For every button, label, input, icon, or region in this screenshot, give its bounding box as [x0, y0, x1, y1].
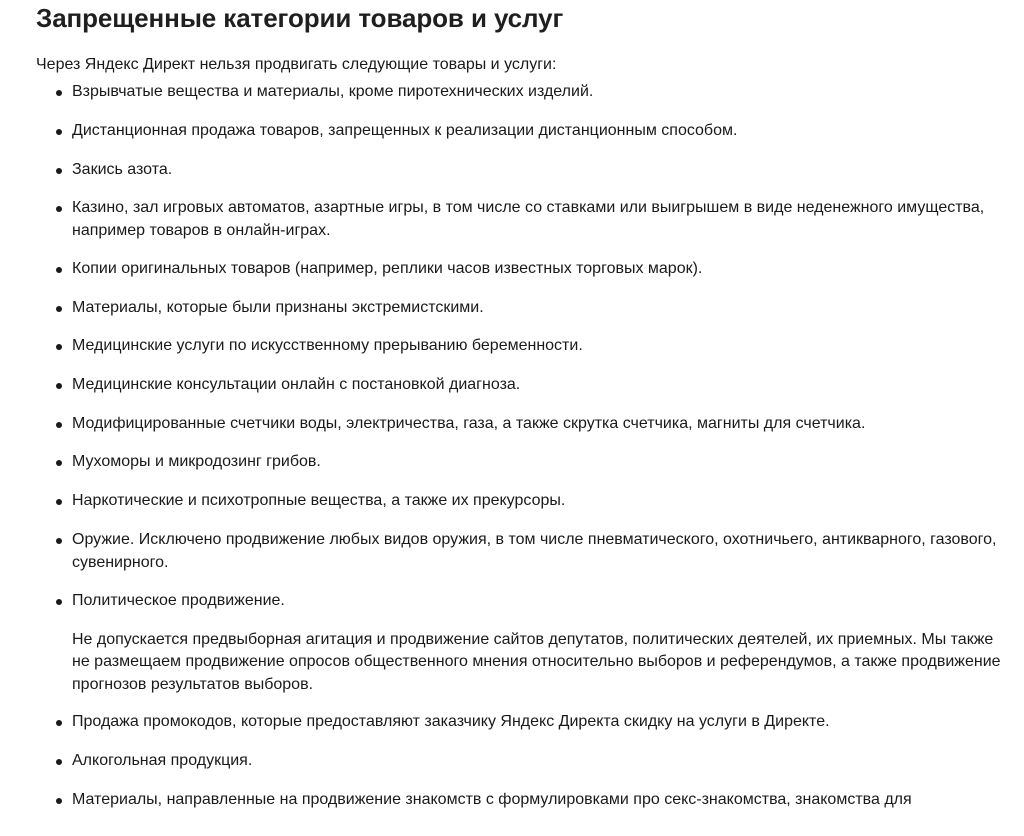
bullet-icon: [56, 90, 62, 96]
bullet-icon: [56, 499, 62, 505]
bullet-icon: [56, 267, 62, 273]
bullet-icon: [56, 538, 62, 544]
bullet-icon: [56, 206, 62, 212]
bullet-icon: [56, 168, 62, 174]
bullet-icon: [56, 383, 62, 389]
list-item-text: Продажа промокодов, которые предоставляют заказчику Яндекс Директа скидку на услуги в Директе.: [72, 713, 830, 730]
list-item: [36, 297, 1006, 320]
bullet-icon: [56, 798, 62, 804]
list-item-text: Казино, зал игровых автоматов, азартные игры, в том числе со ставками или выигрышем в виде неденежного имущества, например товаров в онлайн-играх.: [72, 199, 985, 239]
list-item-text: Медицинские услуги по искусственному прерыванию беременности.: [72, 337, 583, 354]
list-item-text: Копии оригинальных товаров (например, реплики часов известных торговых марок).: [72, 260, 703, 277]
list-item: [36, 750, 1006, 773]
list-item-text: Закись азота.: [72, 161, 173, 178]
bullet-icon: [56, 720, 62, 726]
list-item-text: Материалы, направленные на продвижение знакомств с формулировками про секс-знакомства, знакомства для: [72, 791, 912, 808]
list-item-text: Дистанционная продажа товаров, запрещенных к реализации дистанционным способом.: [72, 122, 738, 139]
list-item-note: Не допускается предвыборная агитация и продвижение сайтов депутатов, политических деятелей, их приемных. Мы также не размещаем продвижение опросов общественного мнения относительно выборов и референдумов, а также продвижение прогнозов результатов выборов.: [72, 630, 1001, 693]
list-item: [36, 81, 1006, 104]
list-item-text: Оружие. Исключено продвижение любых видов оружия, в том числе пневматического, охотничьего, антикварного, газового, сувенирного.: [72, 531, 997, 571]
list-item-text: Политическое продвижение.: [72, 592, 285, 609]
list-item-text: Мухоморы и микродозинг грибов.: [72, 453, 321, 470]
list-item-text: Материалы, которые были признаны экстремистскими.: [72, 299, 484, 316]
bullet-icon: [56, 129, 62, 135]
list-item-text: Наркотические и психотропные вещества, а также их прекурсоры.: [72, 492, 566, 509]
list-item: [36, 789, 1006, 812]
bullet-icon: [56, 460, 62, 466]
list-item-text: Модифицированные счетчики воды, электричества, газа, а также скрутка счетчика, магниты для счетчика.: [72, 415, 866, 432]
list-item: [36, 590, 1006, 696]
bullet-icon: [56, 759, 62, 765]
list-item-text: Медицинские консультации онлайн с постановкой диагноза.: [72, 376, 521, 393]
bullet-icon: [56, 344, 62, 350]
list-item: [36, 159, 1006, 182]
list-item: [36, 529, 1006, 574]
list-item: [36, 335, 1006, 358]
list-item: [36, 197, 1006, 242]
page-title: Запрещенные категории товаров и услуг: [36, 3, 564, 33]
bullet-icon: [56, 306, 62, 312]
list-item: [36, 258, 1006, 281]
bullet-icon: [56, 599, 62, 605]
list-item: [36, 711, 1006, 734]
bullet-icon: [56, 422, 62, 428]
list-item: [36, 374, 1006, 397]
list-item: [36, 413, 1006, 436]
list-item-text: Алкогольная продукция.: [72, 752, 253, 769]
intro-text: Через Яндекс Директ нельзя продвигать следующие товары и услуги:: [36, 56, 557, 73]
list-item: [36, 451, 1006, 474]
prohibited-list: [36, 76, 1006, 836]
list-item: [36, 120, 1006, 143]
list-item: [36, 490, 1006, 513]
list-item-text: Взрывчатые вещества и материалы, кроме пиротехнических изделий.: [72, 83, 594, 100]
document-page: [36, 0, 1006, 836]
